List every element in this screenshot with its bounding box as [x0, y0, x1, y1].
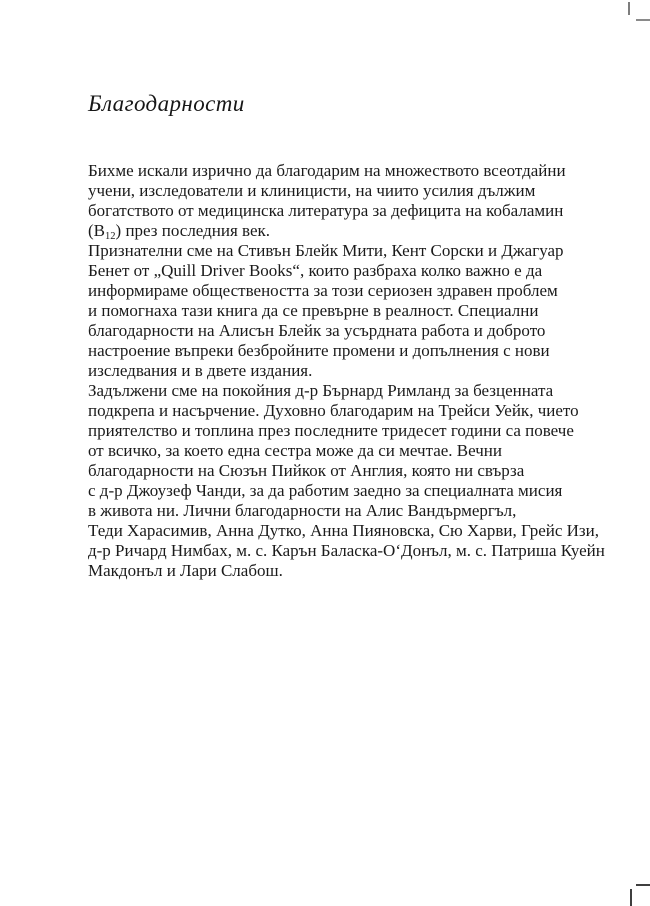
b12-subscript: 12 — [105, 230, 116, 242]
body-line: в живота ни. Лични благодарности на Алис Вандърмергъл, — [88, 501, 517, 520]
crop-mark-bottom-right-vertical — [630, 889, 632, 906]
body-line: настроение въпреки безбройните промени и допълнения с нови — [88, 341, 550, 360]
body-text — [88, 161, 605, 581]
crop-mark-top-right-vertical — [628, 2, 630, 15]
body-line: подкрепа и насърчение. Духовно благодарим на Трейси Уейк, чието — [88, 401, 579, 420]
body-line: богатството от медицинска литература за дефицита на кобаламин — [88, 201, 564, 220]
body-line: Признателни сме на Стивън Блейк Мити, Кент Сорски и Джагуар — [88, 241, 564, 260]
b12-suffix: ) през последния век. — [115, 221, 271, 240]
b12-prefix: (B — [88, 221, 105, 240]
crop-mark-bottom-right-horizontal — [636, 884, 650, 886]
crop-mark-top-right-horizontal — [636, 19, 650, 21]
body-line-b12 — [88, 221, 600, 241]
body-line: Теди Харасимив, Анна Дутко, Анна Пияновска, Сю Харви, Грейс Изи, — [88, 521, 599, 540]
body-line: учени, изследователи и клиницисти, на чиито усилия дължим — [88, 181, 536, 200]
body-line: приятелство и топлина през последните тридесет години са повече — [88, 421, 574, 440]
body-line: изследвания и в двете издания. — [88, 361, 313, 380]
body-line: Макдонъл и Лари Слабош. — [88, 561, 283, 580]
body-line: благодарности на Алисън Блейк за усърдната работа и доброто — [88, 321, 546, 340]
body-line: Задължени сме на покойния д-р Бърнард Римланд за безценната — [88, 381, 554, 400]
body-line: и помогнаха тази книга да се превърне в реалност. Специални — [88, 301, 539, 320]
body-line: благодарности на Сюзън Пийкок от Англия, която ни свърза — [88, 461, 525, 480]
body-line: информираме обществеността за този сериозен здравен проблем — [88, 281, 558, 300]
chapter-title: Благодарности — [88, 91, 245, 116]
body-line: Бихме искали изрично да благодарим на множеството всеотдайни — [88, 161, 566, 180]
body-line: с д-р Джоузеф Чанди, за да работим заедно за специалната мисия — [88, 481, 563, 500]
body-line: д-р Ричард Нимбах, м. с. Карън Баласка-О‘Донъл, м. с. Патриша Куейн — [88, 541, 605, 560]
body-line: от всичко, за което една сестра може да си мечтае. Вечни — [88, 441, 503, 460]
body-line: Бенет от „Quill Driver Books“, които разбраха колко важно е да — [88, 261, 543, 280]
